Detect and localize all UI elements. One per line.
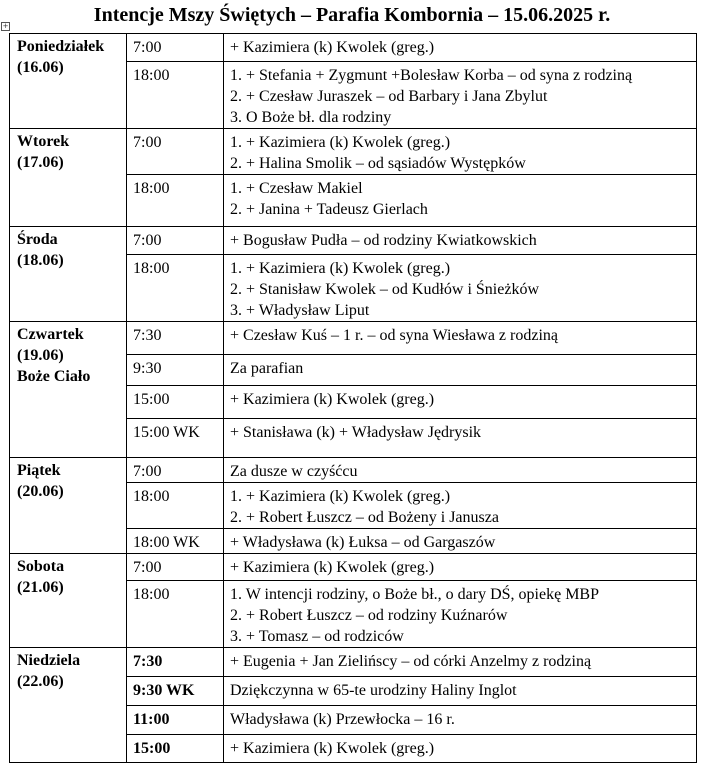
mass-row bbox=[10, 34, 697, 62]
mass-intentions[interactable] bbox=[224, 458, 697, 483]
intention-text: 2. + Robert Łuszcz – od Bożeny i Janusza bbox=[230, 509, 499, 526]
mass-intentions[interactable] bbox=[224, 129, 697, 175]
intention-text: 1. + Kazimiera (k) Kwolek (greg.) bbox=[230, 134, 451, 151]
mass-time: 9:30 WK bbox=[127, 677, 224, 706]
intention-text: Władysława (k) Przewłocka – 16 r. bbox=[230, 711, 455, 728]
day-name: Sobota bbox=[17, 558, 65, 575]
mass-time: 18:00 bbox=[127, 175, 224, 227]
intention-text: + Czesław Kuś – 1 r. – od syna Wiesława z rodziną bbox=[230, 327, 559, 344]
day-cell bbox=[10, 129, 127, 227]
intention-text: + Kazimiera (k) Kwolek (greg.) bbox=[230, 559, 435, 576]
day-date: (21.06) bbox=[17, 579, 64, 596]
mass-time: 7:00 bbox=[127, 227, 224, 255]
intention-text: 2. + Janina + Tadeusz Gierlach bbox=[230, 201, 428, 218]
mass-intentions[interactable] bbox=[224, 386, 697, 419]
mass-time: 15:00 bbox=[127, 386, 224, 419]
day-cell bbox=[10, 458, 127, 554]
day-date: (19.06) bbox=[17, 347, 64, 364]
mass-time: 18:00 WK bbox=[127, 529, 224, 554]
day-date: (20.06) bbox=[17, 483, 64, 500]
mass-row bbox=[10, 648, 697, 677]
mass-time: 7:30 bbox=[127, 648, 224, 677]
day-name: Poniedziałek bbox=[17, 38, 105, 55]
day-cell bbox=[10, 322, 127, 458]
mass-intentions[interactable] bbox=[224, 581, 697, 648]
mass-row bbox=[10, 227, 697, 255]
mass-time: 7:00 bbox=[127, 129, 224, 175]
day-cell bbox=[10, 34, 127, 129]
mass-intentions[interactable] bbox=[224, 62, 697, 129]
intention-text: Za parafian bbox=[230, 360, 304, 377]
mass-intentions[interactable] bbox=[224, 554, 697, 581]
mass-row bbox=[10, 129, 697, 175]
mass-time: 15:00 WK bbox=[127, 419, 224, 458]
mass-intentions-table bbox=[9, 33, 697, 763]
intention-text: 1. + Kazimiera (k) Kwolek (greg.) bbox=[230, 260, 451, 277]
mass-intentions[interactable] bbox=[224, 175, 697, 227]
mass-intentions[interactable] bbox=[224, 227, 697, 255]
day-date: (18.06) bbox=[17, 252, 64, 269]
mass-time: 18:00 bbox=[127, 581, 224, 648]
mass-row bbox=[10, 554, 697, 581]
intention-text: 1. + Kazimiera (k) Kwolek (greg.) bbox=[230, 488, 451, 505]
day-name: Czwartek bbox=[17, 326, 84, 343]
mass-intentions[interactable] bbox=[224, 322, 697, 355]
mass-intentions[interactable] bbox=[224, 706, 697, 735]
intention-text: 3. O Boże bł. dla rodziny bbox=[230, 109, 392, 126]
mass-intentions[interactable] bbox=[224, 483, 697, 529]
intention-text: + Kazimiera (k) Kwolek (greg.) bbox=[230, 740, 435, 757]
intention-text: + Bogusław Pudła – od rodziny Kwiatkowskich bbox=[230, 232, 537, 249]
mass-row bbox=[10, 458, 697, 483]
intention-text: Za dusze w czyśćcu bbox=[230, 463, 358, 480]
day-cell bbox=[10, 648, 127, 763]
intention-text: + Władysława (k) Łuksa – od Gargaszów bbox=[230, 534, 496, 551]
day-name: Wtorek bbox=[17, 133, 70, 150]
mass-intentions[interactable] bbox=[224, 34, 697, 62]
intention-text: 1. + Czesław Makiel bbox=[230, 180, 363, 197]
mass-intentions[interactable] bbox=[224, 419, 697, 458]
mass-intentions[interactable] bbox=[224, 529, 697, 554]
mass-intentions[interactable] bbox=[224, 648, 697, 677]
mass-intentions[interactable] bbox=[224, 735, 697, 763]
day-date: (16.06) bbox=[17, 59, 64, 76]
intention-text: + Kazimiera (k) Kwolek (greg.) bbox=[230, 39, 435, 56]
day-date: (22.06) bbox=[17, 673, 64, 690]
intention-text: 2. + Czesław Juraszek – od Barbary i Jana Zbylut bbox=[230, 88, 548, 105]
day-name: Piątek bbox=[17, 462, 61, 479]
intention-text: 2. + Stanisław Kwolek – od Kudłów i Śnieżków bbox=[230, 281, 539, 298]
page-title: Intencje Mszy Świętych – Parafia Kombornia – 15.06.2025 r. bbox=[93, 4, 611, 26]
day-name: Środa bbox=[17, 231, 58, 248]
mass-time: 7:00 bbox=[127, 34, 224, 62]
intention-text: 1. + Stefania + Zygmunt +Bolesław Korba – od syna z rodziną bbox=[230, 67, 633, 84]
intention-text: 1. W intencji rodziny, o Boże bł., o dary DŚ, opiekę MBP bbox=[230, 586, 599, 603]
mass-intentions[interactable] bbox=[224, 355, 697, 386]
day-note: Boże Ciało bbox=[17, 368, 91, 385]
mass-time: 18:00 bbox=[127, 483, 224, 529]
mass-time: 7:00 bbox=[127, 554, 224, 581]
mass-intentions[interactable] bbox=[224, 677, 697, 706]
intention-text: 3. + Władysław Liput bbox=[230, 302, 370, 319]
mass-row bbox=[10, 322, 697, 355]
intention-text: 2. + Robert Łuszcz – od rodziny Kuźnarów bbox=[230, 607, 508, 624]
mass-intentions[interactable] bbox=[224, 255, 697, 322]
mass-time: 15:00 bbox=[127, 735, 224, 763]
table-move-handle[interactable]: + bbox=[2, 22, 9, 30]
day-date: (17.06) bbox=[17, 154, 64, 171]
intention-text: Dziękczynna w 65-te urodziny Haliny Inglot bbox=[230, 682, 517, 699]
day-cell bbox=[10, 554, 127, 648]
mass-time: 9:30 bbox=[127, 355, 224, 386]
day-cell bbox=[10, 227, 127, 322]
mass-time: 18:00 bbox=[127, 255, 224, 322]
day-name: Niedziela bbox=[17, 652, 81, 669]
intention-text: + Eugenia + Jan Zielińscy – od córki Anzelmy z rodziną bbox=[230, 653, 592, 670]
intention-text: + Kazimiera (k) Kwolek (greg.) bbox=[230, 391, 435, 408]
mass-time: 11:00 bbox=[127, 706, 224, 735]
mass-time: 7:00 bbox=[127, 458, 224, 483]
intention-text: + Stanisława (k) + Władysław Jędrysik bbox=[230, 424, 482, 441]
intention-text: 2. + Halina Smolik – od sąsiadów Występków bbox=[230, 155, 526, 172]
intention-text: 3. + Tomasz – od rodziców bbox=[230, 628, 404, 645]
mass-time: 18:00 bbox=[127, 62, 224, 129]
mass-time: 7:30 bbox=[127, 322, 224, 355]
